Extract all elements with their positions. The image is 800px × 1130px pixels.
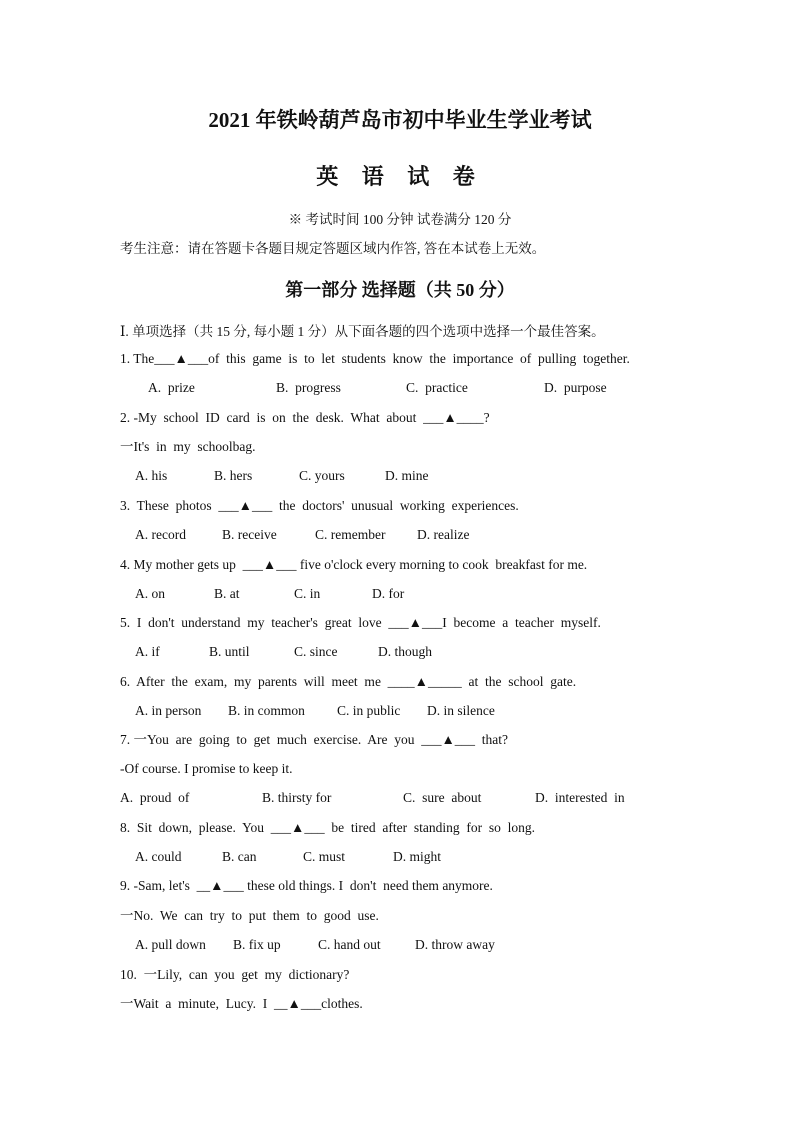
- option-b: B. can: [222, 849, 257, 864]
- question-2-stem: 2. -My school ID card is on the desk. What about ___▲____?: [120, 410, 490, 425]
- option-a: A. pull down: [135, 937, 206, 952]
- question-8-stem: 8. Sit down, please. You ___▲___ be tired after standing for so long.: [120, 820, 535, 835]
- exam-notice: 考生注意：请在答题卡各题目规定答题区域内作答, 答在本试卷上无效。: [120, 241, 546, 256]
- question-4-stem: 4. My mother gets up ___▲___ five o'clock every morning to cook breakfast for me.: [120, 557, 588, 572]
- option-c: C. practice: [406, 380, 468, 395]
- option-d: D. though: [378, 644, 432, 659]
- option-b: B. progress: [276, 380, 341, 395]
- exam-title: 2021 年铁岭葫芦岛市初中毕业生学业考试: [208, 108, 592, 132]
- option-b: B. thirsty for: [262, 790, 332, 805]
- question-9-stem: 9. -Sam, let's __▲___ these old things. I don't need them anymore.: [120, 878, 493, 893]
- option-c: C. sure about: [403, 790, 482, 805]
- option-a: A. could: [135, 849, 182, 864]
- option-a: A. if: [135, 644, 160, 659]
- option-a: A. in person: [135, 703, 202, 718]
- option-c: C. in public: [337, 703, 401, 718]
- question-1-stem: 1. The___▲___of this game is to let students know the importance of pulling together.: [120, 351, 630, 366]
- option-c: C. in: [294, 586, 321, 601]
- option-c: C. since: [294, 644, 338, 659]
- option-d: D. for: [372, 586, 405, 601]
- question-3-stem: 3. These photos ___▲___ the doctors' unusual working experiences.: [120, 498, 519, 513]
- question-10-reply: 一Wait a minute, Lucy. I __▲___clothes.: [120, 996, 363, 1011]
- option-c: C. remember: [315, 527, 386, 542]
- question-7-reply: -Of course. I promise to keep it.: [120, 761, 293, 776]
- exam-info: ※ 考试时间 100 分钟 试卷满分 120 分: [288, 212, 512, 227]
- option-a: A. his: [135, 468, 168, 483]
- question-7-stem: 7. 一You are going to get much exercise. Are you ___▲___ that?: [120, 732, 509, 747]
- option-c: C. must: [303, 849, 346, 864]
- option-d: D. mine: [385, 468, 429, 483]
- option-a: A. prize: [148, 380, 195, 395]
- section-instruction: Ⅰ. 单项选择（共 15 分, 每小题 1 分）从下面各题的四个选项中选择一个最佳答案。: [120, 324, 605, 339]
- option-a: A. record: [135, 527, 186, 542]
- exam-subtitle: 英 语 试 卷: [316, 164, 484, 189]
- question-2-reply: 一It's in my schoolbag.: [120, 439, 256, 454]
- option-d: D. realize: [417, 527, 470, 542]
- option-a: A. on: [135, 586, 165, 601]
- option-d: D. might: [393, 849, 442, 864]
- question-10-stem: 10. 一Lily, can you get my dictionary?: [120, 967, 350, 982]
- option-b: B. receive: [222, 527, 277, 542]
- part-title: 第一部分 选择题（共 50 分）: [285, 280, 515, 300]
- question-9-reply: 一No. We can try to put them to good use.: [120, 908, 379, 923]
- option-a: A. proud of: [120, 790, 190, 805]
- option-b: B. at: [214, 586, 240, 601]
- option-b: B. hers: [214, 468, 253, 483]
- option-d: D. throw away: [415, 937, 495, 952]
- question-5-stem: 5. I don't understand my teacher's great love ___▲___I become a teacher myself.: [120, 615, 601, 630]
- question-6-stem: 6. After the exam, my parents will meet me ____▲_____ at the school gate.: [120, 674, 577, 689]
- option-c: C. hand out: [318, 937, 381, 952]
- option-d: D. in silence: [427, 703, 495, 718]
- option-b: B. until: [209, 644, 250, 659]
- option-c: C. yours: [299, 468, 345, 483]
- option-b: B. fix up: [233, 937, 281, 952]
- option-b: B. in common: [228, 703, 305, 718]
- option-d: D. purpose: [544, 380, 607, 395]
- option-d: D. interested in: [535, 790, 625, 805]
